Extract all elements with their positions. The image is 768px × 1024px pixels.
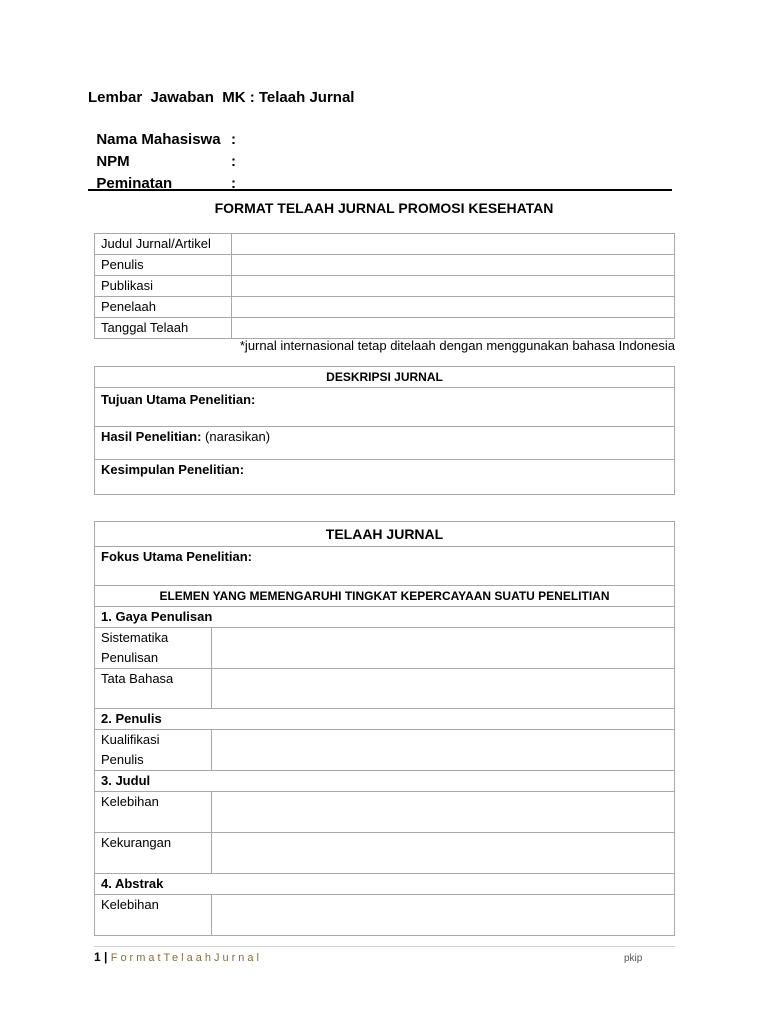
kualifikasi-line2: Penulis [101,752,144,767]
page-number: 1 [94,950,101,964]
kekurangan-label: Kekurangan [95,833,212,874]
fokus-label: Fokus Utama Penelitian: [101,549,252,564]
deskripsi-title: DESKRIPSI JURNAL [95,367,675,388]
kelebihan-abstrak-label: Kelebihan [95,895,212,936]
kesimpulan-label: Kesimpulan Penelitian: [101,462,245,477]
peminatan-line [88,154,236,194]
tata-bahasa-value-cell[interactable] [212,669,675,709]
kelebihan-value-cell[interactable] [212,792,675,833]
table-row [95,607,675,628]
kekurangan-value-cell[interactable] [212,833,675,874]
info-label: Tanggal Telaah [95,318,232,339]
info-value-cell[interactable] [232,318,675,339]
kualifikasi-line1: Kualifikasi [101,732,160,747]
gaya-penulisan-heading: 1. Gaya Penulisan [95,607,675,628]
info-label: Penelaah [95,297,232,318]
header-title: Lembar Jawaban MK : Telaah Jurnal [88,89,355,106]
footer-right-text: pkip [624,953,643,964]
nama-label: Nama Mahasiswa [96,131,221,148]
journal-info-table [94,233,675,339]
table-row [95,276,675,297]
info-value-cell[interactable] [232,276,675,297]
hasil-cell[interactable] [95,427,675,460]
table-row [95,771,675,792]
table-row [95,709,675,730]
tata-bahasa-label: Tata Bahasa [95,669,212,709]
kelebihan-label: Kelebihan [95,792,212,833]
npm-label: NPM [96,153,130,170]
peminatan-colon: : [231,175,236,192]
table-row [95,586,675,607]
abstrak-heading: 4. Abstrak [95,874,675,895]
info-value-cell[interactable] [232,234,675,255]
table-row [95,628,675,669]
page-footer [94,950,262,964]
nama-colon: : [231,131,236,148]
kualifikasi-value-cell[interactable] [212,730,675,771]
footer-separator: | [100,950,111,964]
sistematika-line1: Sistematika [101,630,169,645]
kesimpulan-cell[interactable] [95,460,675,495]
table-row [95,895,675,936]
kualifikasi-label [95,730,212,771]
table-row [95,522,675,547]
sistematika-line2: Penulisan [101,650,159,665]
info-label: Publikasi [95,276,232,297]
kelebihan-abstrak-value-cell[interactable] [212,895,675,936]
tujuan-label: Tujuan Utama Penelitian: [101,392,256,407]
hasil-note: (narasikan) [201,429,271,444]
info-label: Judul Jurnal/Artikel [95,234,232,255]
language-note: *jurnal internasional tetap ditelaah dengan menggunakan bahasa Indonesia [239,338,675,353]
table-row [95,318,675,339]
table-row [95,297,675,318]
deskripsi-table [94,366,675,495]
judul-heading: 3. Judul [95,771,675,792]
info-label: Penulis [95,255,232,276]
table-row [95,367,675,388]
document-title: FORMAT TELAAH JURNAL PROMOSI KESEHATAN [214,200,554,216]
info-value-cell[interactable] [232,255,675,276]
table-row [95,547,675,586]
fokus-cell[interactable] [95,547,675,586]
table-row [95,388,675,427]
table-row [95,234,675,255]
elemen-heading: ELEMEN YANG MEMENGARUHI TINGKAT KEPERCAYAAN SUATU PENELITIAN [95,586,675,607]
hasil-label: Hasil Penelitian: [101,429,202,444]
table-row [95,730,675,771]
peminatan-label: Peminatan [96,175,173,192]
tujuan-cell[interactable] [95,388,675,427]
table-row [95,792,675,833]
header-divider [88,189,672,191]
table-row [95,833,675,874]
sistematika-label [95,628,212,669]
footer-divider [94,946,675,947]
table-row [95,255,675,276]
table-row [95,460,675,495]
footer-text: FormatTelaahJurnal [110,952,262,964]
table-row [95,427,675,460]
table-row [95,874,675,895]
telaah-title: TELAAH JURNAL [95,522,675,547]
telaah-table [94,521,675,936]
npm-colon: : [231,153,236,170]
penulis-heading: 2. Penulis [95,709,675,730]
sistematika-value-cell[interactable] [212,628,675,669]
table-row [95,669,675,709]
info-value-cell[interactable] [232,297,675,318]
